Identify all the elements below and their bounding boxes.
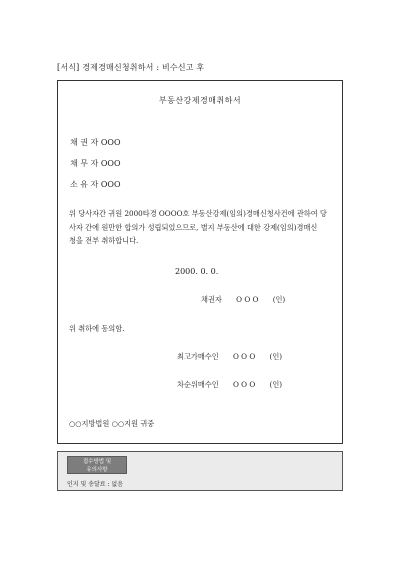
party-value: OOO — [100, 138, 121, 147]
document-frame — [57, 80, 343, 444]
court-addressee: ○○지방법원 ○○지원 귀중 — [69, 419, 155, 428]
fee-info: 인지 및 송달료 : 없음 — [67, 481, 124, 488]
party-label: 채 무 자 — [70, 159, 99, 168]
document-title: 부동산강제경매취하서 — [158, 96, 242, 105]
seal-mark: (인) — [269, 380, 283, 389]
signer-name: O O O — [232, 352, 256, 361]
signer-label: 차순위매수인 — [177, 380, 219, 389]
submission-guide-button[interactable] — [67, 456, 127, 474]
party-debtor — [70, 158, 121, 169]
document-date: 2000. 0. 0. — [175, 267, 219, 276]
signer-label: 채권자 — [201, 295, 222, 304]
seal-mark: (인) — [272, 295, 286, 304]
party-label: 채 권 자 — [70, 138, 99, 147]
party-value: OOO — [100, 180, 121, 189]
button-label: 유의사항 — [86, 467, 108, 473]
statement-line: 위 당사자간 귀원 2000타경 OOOO호 부동산강제(임의)경매신청사건에 관하여 당 — [69, 209, 327, 218]
statement-line: 사자 간에 원만한 합의가 성립되었으므로, 별지 부동산에 대한 강제(임의)경매신 — [69, 222, 318, 232]
signer-name: O O O — [232, 380, 256, 389]
form-header: [서식] 경제경매신청취하서 : 비수신고 후 — [57, 63, 205, 72]
seal-mark: (인) — [269, 352, 283, 361]
creditor-signature — [201, 295, 285, 305]
party-label: 소 유 자 — [70, 180, 99, 189]
party-value: OOO — [100, 159, 121, 168]
consent-statement: 위 취하에 동의함. — [69, 324, 125, 333]
party-creditor — [70, 137, 121, 148]
signer-name: O O O — [236, 295, 259, 304]
guidance-panel — [57, 451, 343, 491]
statement-line: 청을 전부 취하합니다. — [69, 236, 139, 245]
second-bidder-signature — [177, 380, 282, 390]
highest-bidder-signature — [177, 352, 282, 362]
party-owner — [70, 179, 121, 190]
signer-label: 최고가매수인 — [177, 352, 219, 361]
button-label: 접수방법 및 — [82, 459, 112, 465]
withdrawal-statement — [69, 207, 333, 248]
